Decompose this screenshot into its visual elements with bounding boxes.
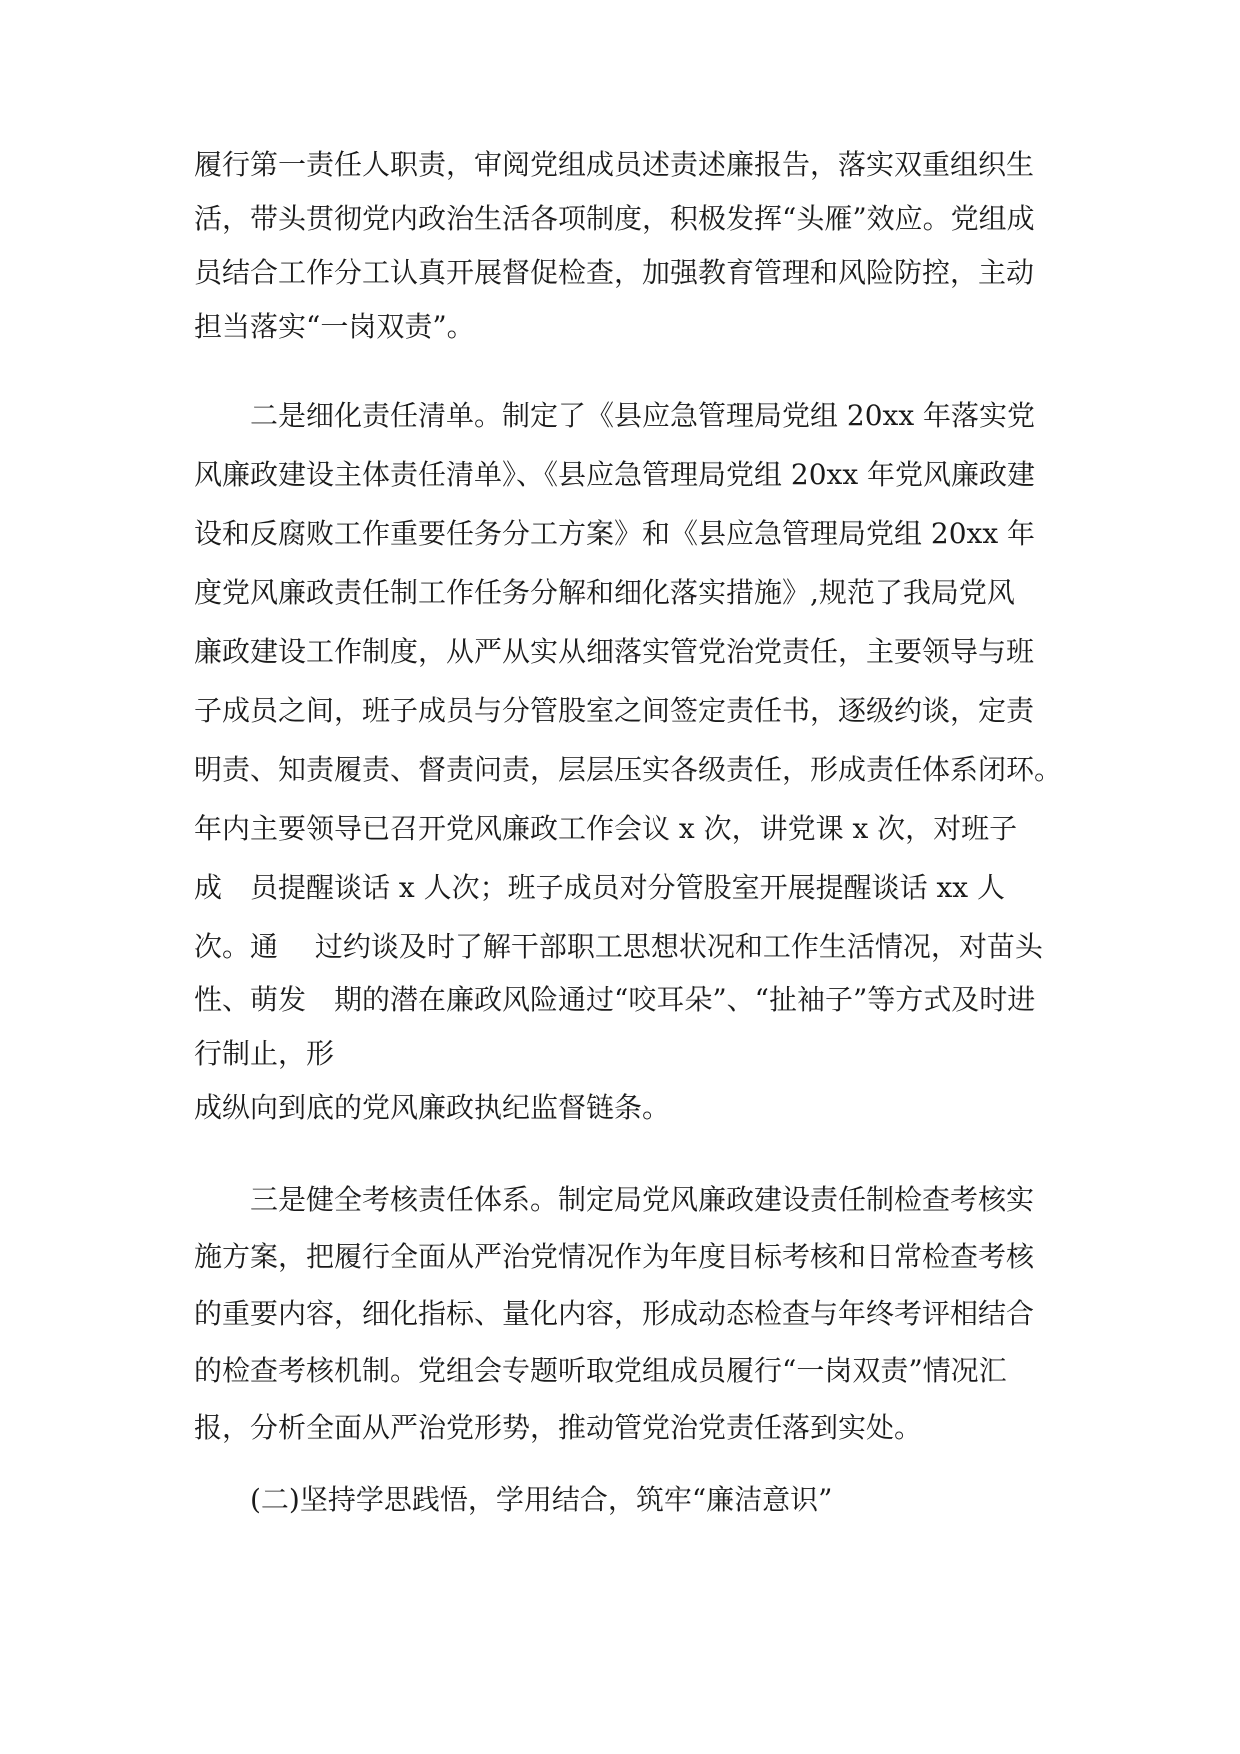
paragraph-line: 次。通 过约谈及时了解干部职工思想状况和工作生活情况，对苗头 [194, 930, 1043, 963]
paragraph-line: 明责、知责履责、督责问责，层层压实各级责任，形成责任体系闭环。 [194, 753, 1063, 786]
paragraph-line: 员结合工作分工认真开展督促检查，加强教育管理和风险防控，主动 [194, 256, 1035, 289]
paragraph-line: 三是健全考核责任体系。制定局党风廉政建设责任制检查考核实 [194, 1183, 1035, 1216]
paragraph-line: 担当落实“一岗双责”。 [194, 310, 475, 343]
paragraph-line: 年内主要领导已召开党风廉政工作会议 x 次，讲党课 x 次，对班子 [194, 812, 1018, 845]
paragraph-line: 履行第一责任人职责，审阅党组成员述责述廉报告，落实双重组织生 [194, 148, 1035, 181]
paragraph-line: 风廉政建设主体责任清单》、《县应急管理局党组 20xx 年党风廉政建 [194, 458, 1036, 491]
paragraph-line: 成 员提醒谈话 x 人次；班子成员对分管股室开展提醒谈话 xx 人 [194, 871, 1005, 904]
paragraph-line: 活，带头贯彻党内政治生活各项制度，积极发挥“头雁”效应。党组成 [194, 202, 1035, 235]
section-heading: (二)坚持学思践悟，学用结合，筑牢“廉洁意识” [194, 1483, 833, 1516]
paragraph-line: 设和反腐败工作重要任务分工方案》和《县应急管理局党组 20xx 年 [194, 517, 1036, 550]
paragraph-line: 施方案，把履行全面从严治党情况作为年度目标考核和日常检查考核 [194, 1240, 1035, 1273]
paragraph-line: 性、萌发 期的潜在廉政风险通过“咬耳朵”、“扯袖子”等方式及时进 [194, 983, 1036, 1016]
paragraph-line: 报，分析全面从严治党形势，推动管党治党责任落到实处。 [194, 1411, 923, 1444]
paragraph-line: 度党风廉政责任制工作任务分解和细化落实措施》,规范了我局党风 [194, 576, 1015, 609]
paragraph-line: 成纵向到底的党风廉政执纪监督链条。 [194, 1091, 671, 1124]
paragraph-line: 的重要内容，细化指标、量化内容，形成动态检查与年终考评相结合 [194, 1297, 1035, 1330]
paragraph-line: 行制止，形 [194, 1037, 335, 1070]
paragraph-line: 子成员之间，班子成员与分管股室之间签定责任书，逐级约谈，定责 [194, 694, 1035, 727]
paragraph-line: 二是细化责任清单。制定了《县应急管理局党组 20xx 年落实党 [194, 399, 1036, 432]
paragraph-line: 的检查考核机制。党组会专题听取党组成员履行“一岗双责”情况汇 [194, 1354, 1007, 1387]
paragraph-line: 廉政建设工作制度，从严从实从细落实管党治党责任，主要领导与班 [194, 635, 1035, 668]
